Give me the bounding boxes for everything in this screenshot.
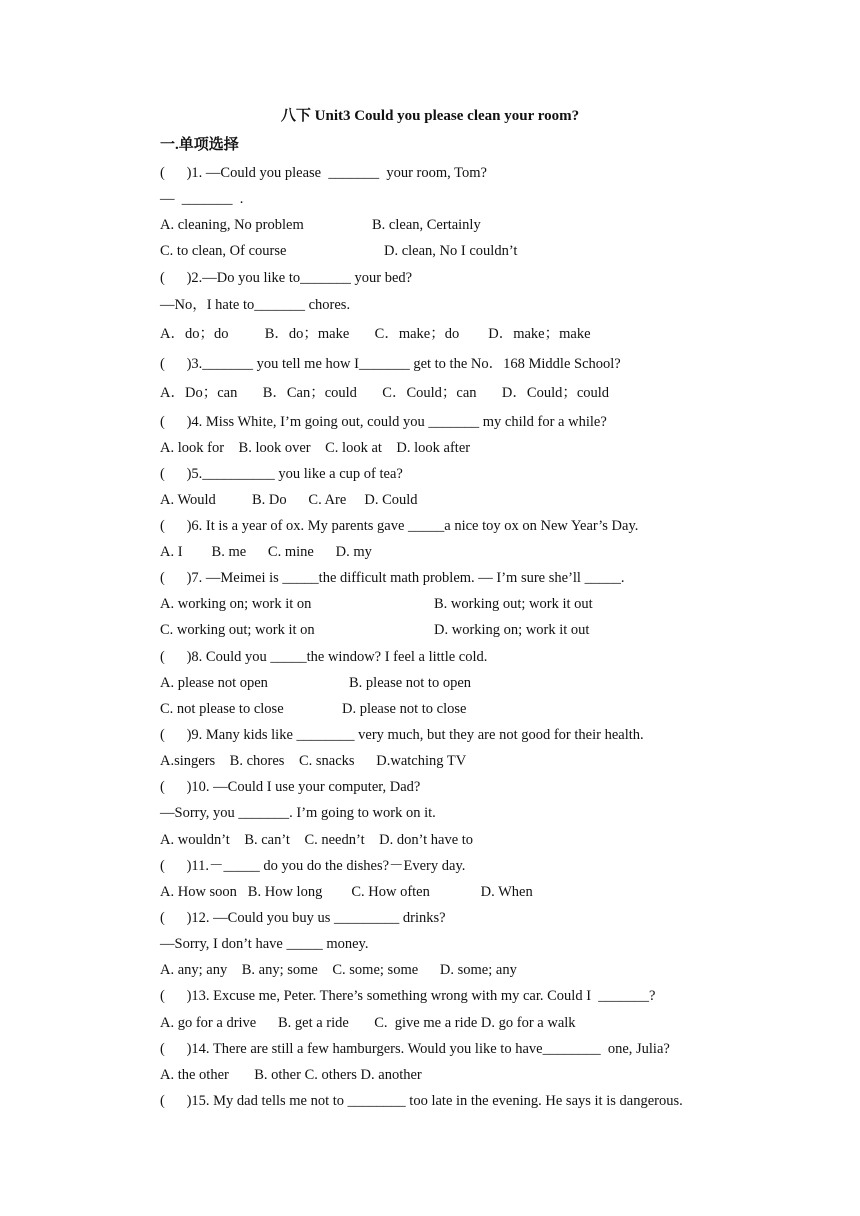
option-line: A. Would B. Do C. Are D. Could: [160, 492, 418, 508]
section-heading: 一.单项选择: [160, 137, 239, 153]
question-line: ( )11.－_____ do you do the dishes?－Every day.: [160, 858, 466, 874]
question-line: ( )8. Could you _____the window? I feel a little cold.: [160, 649, 488, 665]
option-line: A．Do；can B．Can；could C．Could；can D．Could；could: [160, 385, 610, 401]
question-line: ( )13. Excuse me, Peter. There’s something wrong with my car. Could I _______?: [160, 988, 656, 1004]
question-line: —No，I hate to_______ chores.: [160, 297, 351, 313]
option-line: C. to clean, Of course D. clean, No I couldn’t: [160, 243, 518, 259]
option-line: A. wouldn’t B. can’t C. needn’t D. don’t have to: [160, 832, 474, 848]
question-line: ( )5.__________ you like a cup of tea?: [160, 466, 403, 482]
option-line: A. look for B. look over C. look at D. look after: [160, 440, 471, 456]
option-line: A. the other B. other C. others D. another: [160, 1067, 422, 1083]
question-line: ( )4. Miss White, I’m going out, could you _______ my child for a while?: [160, 414, 607, 430]
question-line: —Sorry, you _______. I’m going to work on it.: [160, 805, 436, 821]
question-line: ( )10. —Could I use your computer, Dad?: [160, 779, 421, 795]
option-line: C. not please to close D. please not to close: [160, 701, 467, 717]
question-line: ( )15. My dad tells me not to ________ too late in the evening. He says it is dangerous.: [160, 1093, 683, 1109]
option-line: A. please not open B. please not to open: [160, 675, 472, 691]
question-line: —Sorry, I don’t have _____ money.: [160, 936, 369, 952]
question-line: ( )12. —Could you buy us _________ drinks?: [160, 910, 446, 926]
option-line: A. working on; work it on B. working out; work it out: [160, 596, 593, 612]
question-line: ( )6. It is a year of ox. My parents gave _____a nice toy ox on New Year’s Day.: [160, 518, 639, 534]
option-line: A. I B. me C. mine D. my: [160, 544, 372, 560]
option-line: A. cleaning, No problem B. clean, Certainly: [160, 217, 481, 233]
question-line: ( )14. There are still a few hamburgers. Would you like to have________ one, Julia?: [160, 1041, 670, 1057]
question-line: ( )2.—Do you like to_______ your bed?: [160, 270, 413, 286]
option-line: A.singers B. chores C. snacks D.watching TV: [160, 753, 467, 769]
option-line: A. go for a drive B. get a ride C. give me a ride D. go for a walk: [160, 1015, 576, 1031]
question-line: — _______ .: [160, 191, 244, 207]
option-line: A．do；do B．do；make C．make；do D．make；make: [160, 326, 591, 342]
question-line: ( )3._______ you tell me how I_______ get to the No．168 Middle School?: [160, 356, 621, 372]
option-line: C. working out; work it on D. working on; work it out: [160, 622, 590, 638]
question-line: ( )7. —Meimei is _____the difficult math problem. — I’m sure she’ll _____.: [160, 570, 625, 586]
question-line: ( )9. Many kids like ________ very much, but they are not good for their health.: [160, 727, 644, 743]
page-title: 八下 Unit3 Could you please clean your room?: [280, 108, 580, 124]
option-line: A. any; any B. any; some C. some; some D. some; any: [160, 962, 517, 978]
option-line: A. How soon B. How long C. How often D. When: [160, 884, 533, 900]
question-line: ( )1. —Could you please _______ your room, Tom?: [160, 165, 487, 181]
